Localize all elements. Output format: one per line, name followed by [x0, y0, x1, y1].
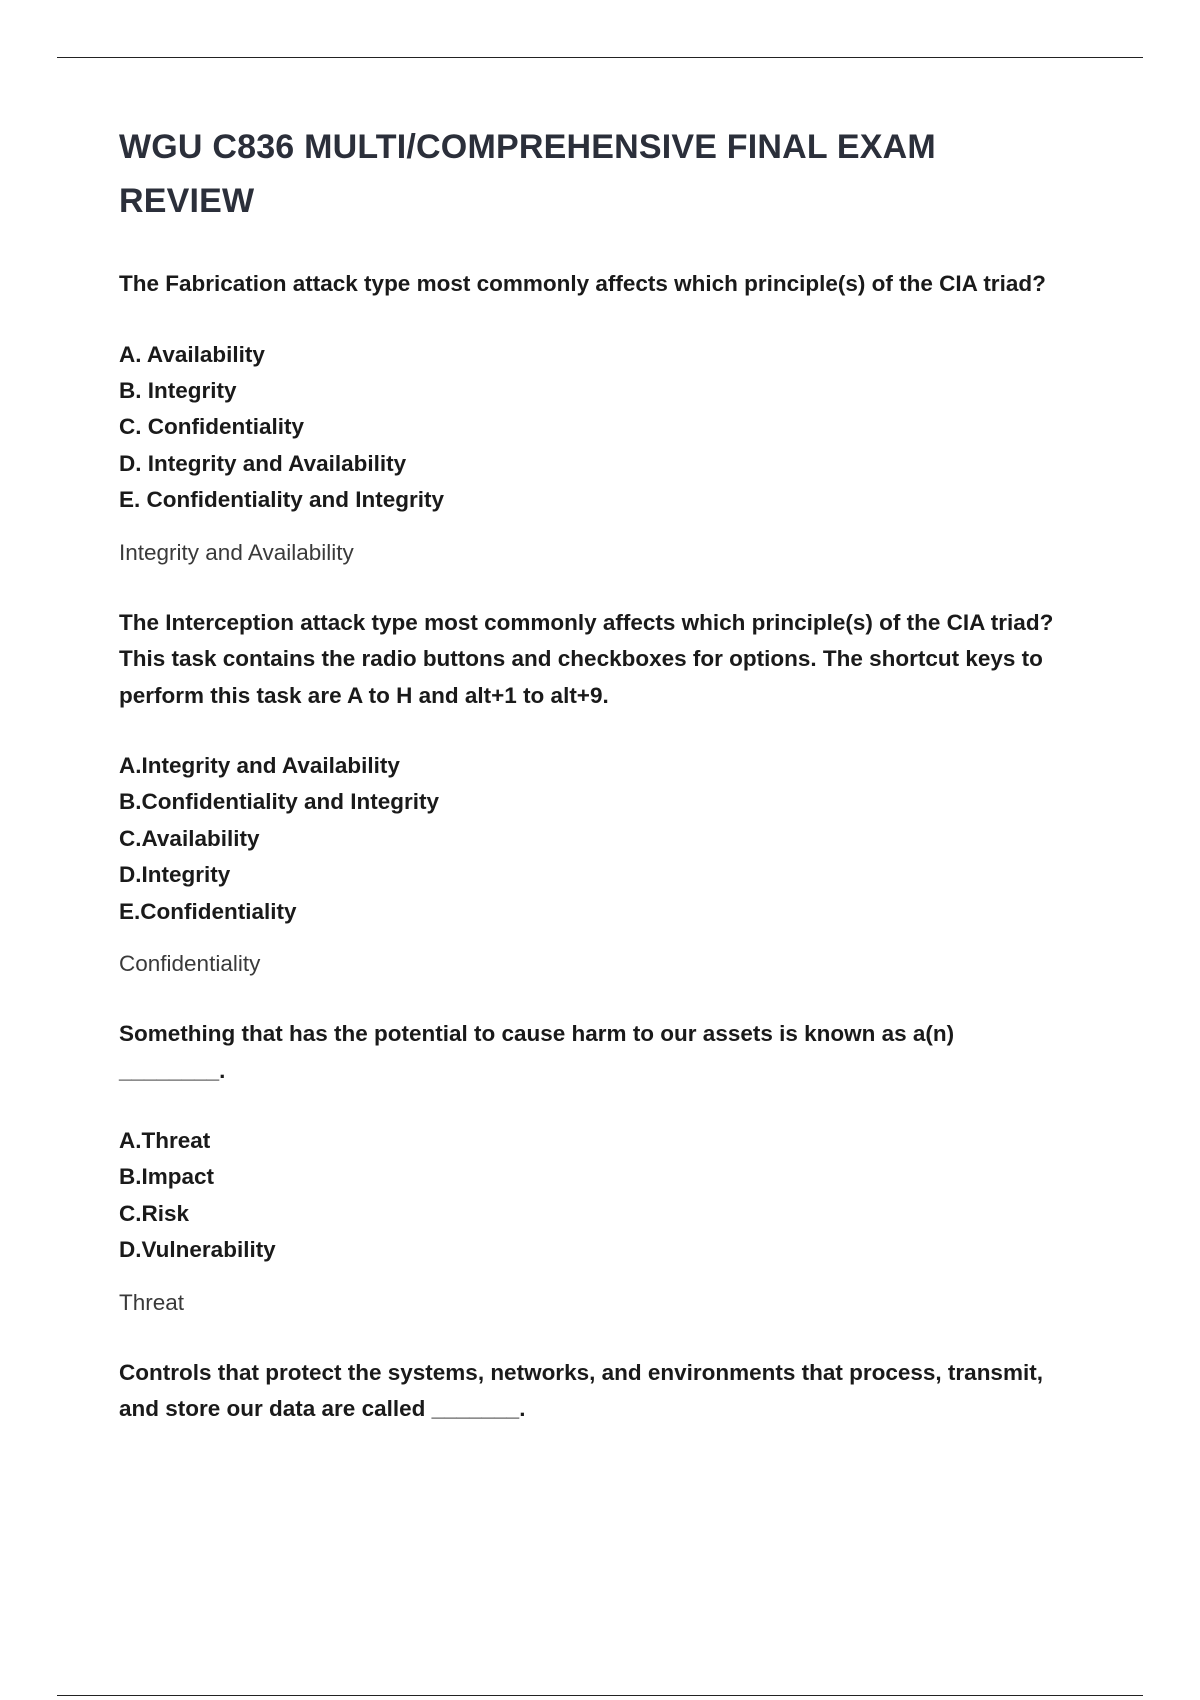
option-list [119, 337, 1079, 519]
bottom-divider [57, 1695, 1143, 1696]
option-item: E. Confidentiality and Integrity [119, 487, 445, 513]
page-content [119, 120, 1079, 1428]
top-divider [57, 57, 1143, 58]
question-text: The Fabrication attack type most commonly affects which principle(s) of the CIA triad? [119, 271, 1046, 296]
option-list [119, 1123, 1079, 1269]
document-title: WGU C836 MULTI/COMPREHENSIVE FINAL EXAM REVIEW [119, 128, 936, 220]
question-text: Controls that protect the systems, networks, and environments that process, transmit, and store our data are called _______. [119, 1359, 1043, 1422]
option-item: B.Confidentiality and Integrity [119, 789, 440, 815]
option-item: C. Confidentiality [119, 414, 304, 440]
answer-text: Threat [119, 1289, 185, 1315]
option-item: D. Integrity and Availability [119, 450, 407, 476]
question-text: Something that has the potential to cause harm to our assets is known as a(n) ________. [119, 1021, 955, 1083]
option-item: A.Integrity and Availability [119, 753, 400, 779]
option-item: D.Integrity [119, 862, 231, 888]
question-block-2 [119, 605, 1079, 983]
option-item: E.Confidentiality [119, 898, 297, 924]
question-text: The Interception attack type most commonly affects which principle(s) of the CIA triad? This task contains the radio buttons and checkboxes for options. The shortcut keys to perform this task are A to H and alt+1 to alt+9. [119, 609, 1054, 708]
option-item: C.Risk [119, 1200, 190, 1226]
question-block-4 [119, 1355, 1079, 1428]
option-item: A.Threat [119, 1128, 211, 1154]
question-block-3 [119, 1016, 1079, 1321]
question-block-1 [119, 266, 1079, 571]
answer-text: Confidentiality [119, 951, 261, 977]
answer-text: Integrity and Availability [119, 539, 354, 565]
option-item: C.Availability [119, 825, 260, 851]
option-list [119, 748, 1079, 930]
option-item: B.Impact [119, 1164, 215, 1190]
option-item: D.Vulnerability [119, 1237, 276, 1263]
option-item: A. Availability [119, 341, 265, 367]
option-item: B. Integrity [119, 377, 237, 403]
